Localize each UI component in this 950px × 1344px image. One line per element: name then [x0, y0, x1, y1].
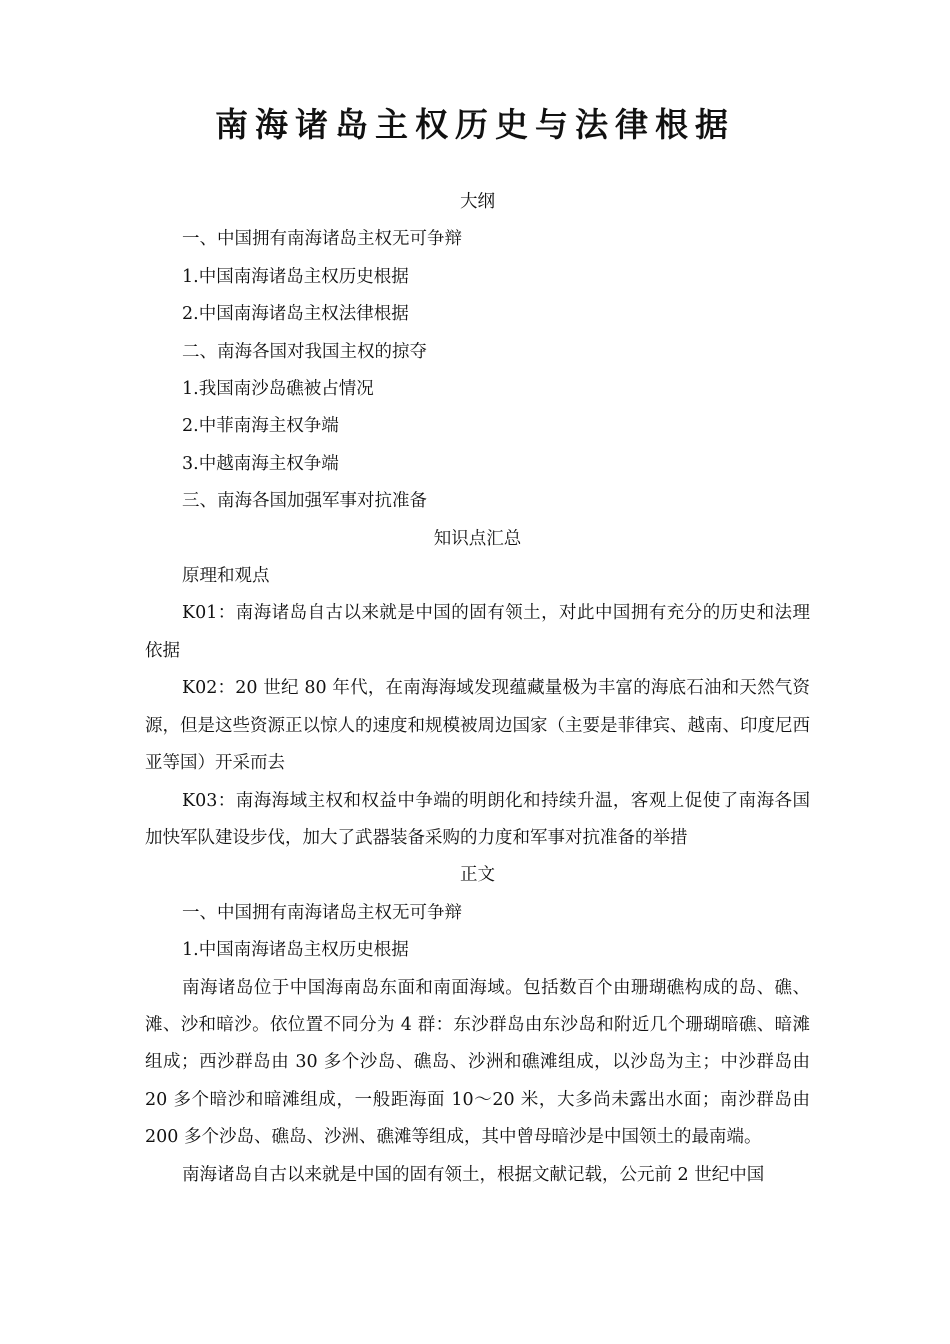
subsection-heading: 1.中国南海诸岛主权历史根据 — [182, 940, 409, 961]
outline-item: 2.中菲南海主权争端 — [182, 416, 339, 437]
body-paragraph: 南海诸岛位于中国海南岛东面和南面海域。包括数百个由珊瑚礁构成的岛、礁、滩、沙和暗沙。依位置不同分为 4 群：东沙群岛由东沙岛和附近几个珊瑚暗礁、暗滩组成；西沙群岛由 30 多个沙岛、礁岛、沙洲和礁滩组成，以沙岛为主；中沙群岛由 20 多个暗沙和暗滩组成，一般距海面 10～20 米，大多尚未露出水面；南沙群岛由 200 多个沙岛、礁岛、沙洲、礁滩等组成，其中曾母暗沙是中国领土的最南端。 — [145, 977, 810, 1148]
knowledge-point: K02：20 世纪 80 年代，在南海海域发现蕴藏量极为丰富的海底石油和天然气资源，但是这些资源正以惊人的速度和规模被周边国家（主要是菲律宾、越南、印度尼西亚等国）开采而去 — [145, 678, 810, 774]
document-body — [145, 184, 810, 1194]
outline-item: 3.中越南海主权争端 — [182, 453, 339, 474]
outline-item: 三、南海各国加强军事对抗准备 — [182, 491, 427, 512]
knowledge-heading: 知识点汇总 — [433, 528, 522, 549]
section-heading: 一、中国拥有南海诸岛主权无可争辩 — [182, 902, 462, 923]
document-title: 南海诸岛主权历史与法律根据 — [215, 105, 735, 144]
body-paragraph: 南海诸岛自古以来就是中国的固有领土，根据文献记载，公元前 2 世纪中国 — [182, 1164, 765, 1185]
main-heading: 正文 — [460, 865, 495, 886]
outline-item: 一、中国拥有南海诸岛主权无可争辩 — [182, 229, 462, 250]
knowledge-point: K03：南海海域主权和权益中争端的明朗化和持续升温，客观上促使了南海各国加快军队建设步伐，加大了武器装备采购的力度和军事对抗准备的举措 — [145, 790, 810, 848]
outline-item: 1.我国南沙岛礁被占情况 — [182, 379, 374, 400]
outline-item: 1.中国南海诸岛主权历史根据 — [182, 266, 409, 287]
outline-item: 2.中国南海诸岛主权法律根据 — [182, 304, 409, 325]
outline-item: 二、南海各国对我国主权的掠夺 — [182, 341, 427, 362]
knowledge-subheading: 原理和观点 — [182, 566, 270, 587]
outline-heading: 大纲 — [460, 192, 495, 212]
knowledge-point: K01：南海诸岛自古以来就是中国的固有领土，对此中国拥有充分的历史和法理依据 — [145, 603, 810, 661]
